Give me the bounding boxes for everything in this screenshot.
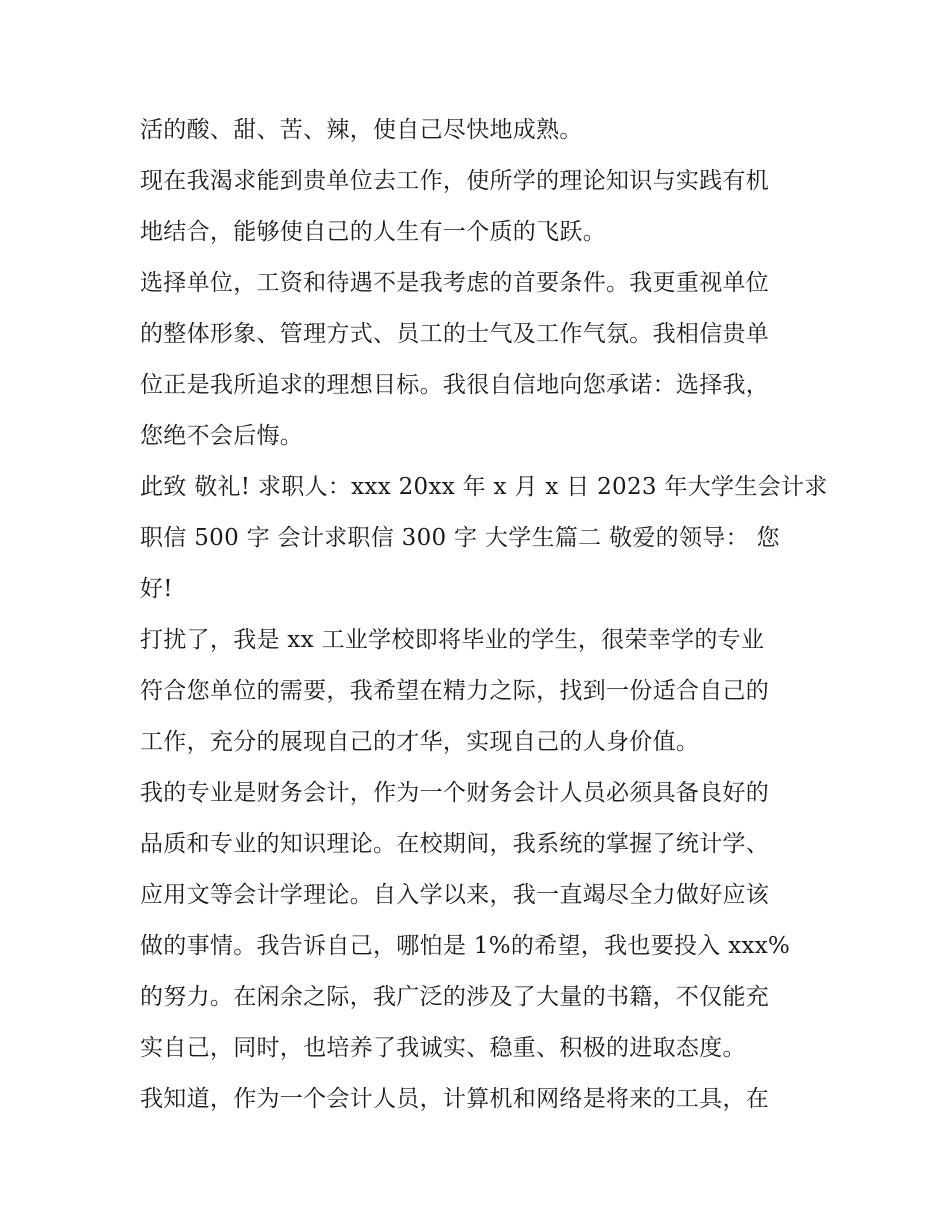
text-line: 活的酸、甜、苦、辣，使自己尽快地成熟。 xyxy=(140,117,583,143)
text-line: 好! xyxy=(140,576,173,602)
text-line: 此致 敬礼! 求职人：xxx 20xx 年 x 月 x 日 2023 年大学生会计求 xyxy=(140,474,828,500)
text-line: 工作，充分的展现自己的才华，实现自己的人身价值。 xyxy=(140,729,700,755)
text-line: 打扰了，我是 xx 工业学校即将毕业的学生，很荣幸学的专业 xyxy=(140,627,765,653)
text-line: 品质和专业的知识理论。在校期间，我系统的掌握了统计学、 xyxy=(140,831,770,857)
text-line: 位正是我所追求的理想目标。我很自信地向您承诺：选择我， xyxy=(140,372,770,398)
text-line: 应用文等会计学理论。自入学以来，我一直竭尽全力做好应该 xyxy=(140,882,770,908)
text-line: 您绝不会后悔。 xyxy=(140,423,304,449)
text-line: 我的专业是财务会计，作为一个财务会计人员必须具备良好的 xyxy=(140,780,770,806)
text-line: 符合您单位的需要，我希望在精力之际，找到一份适合自己的 xyxy=(140,678,770,704)
text-line: 地结合，能够使自己的人生有一个质的飞跃。 xyxy=(140,219,606,245)
text-line: 我知道，作为一个会计人员，计算机和网络是将来的工具，在 xyxy=(140,1086,770,1112)
text-line: 实自己，同时，也培养了我诚实、稳重、积极的进取态度。 xyxy=(140,1035,746,1061)
text-line: 的努力。在闲余之际，我广泛的涉及了大量的书籍，不仅能充 xyxy=(140,984,770,1010)
text-line: 现在我渴求能到贵单位去工作，使所学的理论知识与实践有机 xyxy=(140,168,770,194)
text-line: 职信 500 字 会计求职信 300 字 大学生篇二 敬爱的领导： 您 xyxy=(140,525,780,551)
text-line: 选择单位，工资和待遇不是我考虑的首要条件。我更重视单位 xyxy=(140,270,770,296)
text-line: 的整体形象、管理方式、员工的士气及工作气氛。我相信贵单 xyxy=(140,321,770,347)
document-body xyxy=(140,105,828,1125)
text-line: 做的事情。我告诉自己，哪怕是 1%的希望，我也要投入 xxx% xyxy=(140,933,791,959)
